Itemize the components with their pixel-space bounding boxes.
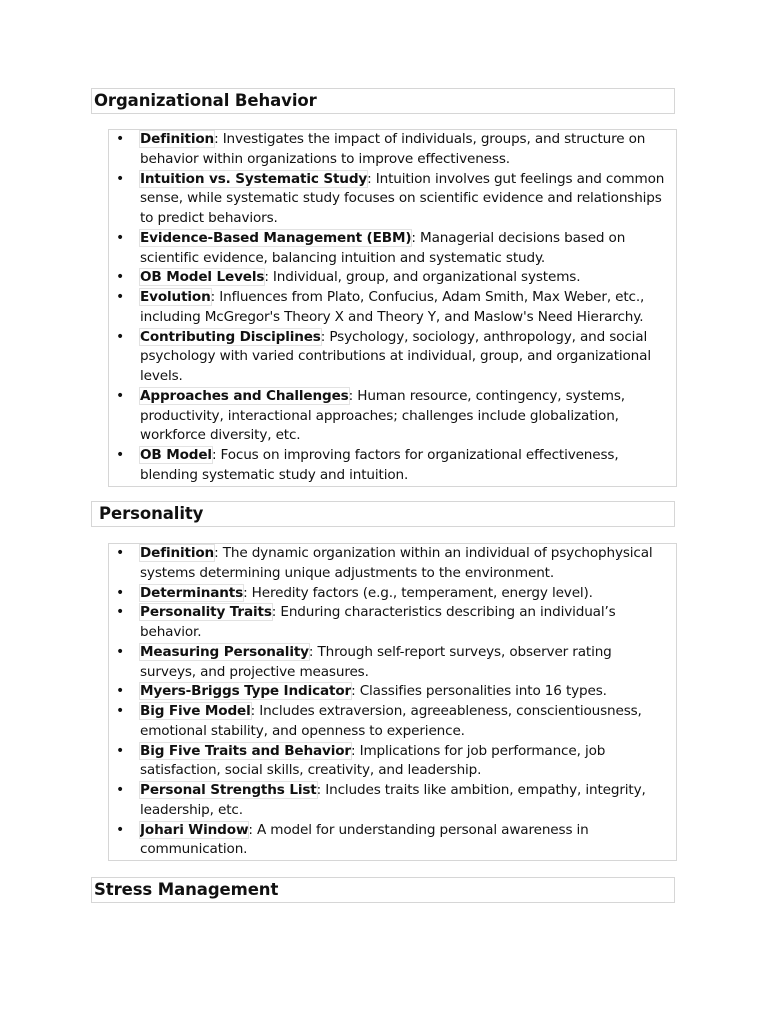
list-item-term: Approaches and Challenges xyxy=(140,387,349,404)
list-item-text: : Focus on improving factors for organizational effectiveness, blending systematic study and intuition. xyxy=(140,447,619,483)
list-item-text: : A model for understanding personal awareness in communication. xyxy=(140,821,589,858)
personality-list-box xyxy=(108,543,677,861)
list-item-text: : Psychology, sociology, anthropology, and social psychology with varied contributions at individual, group, and organizational levels. xyxy=(140,328,651,384)
list-item-text: : Through self-report surveys, observer rating surveys, and projective measures. xyxy=(140,643,612,680)
list-item-text: : Implications for job performance, job satisfaction, social skills, creativity, and leadership. xyxy=(140,742,606,779)
list-item-text: : The dynamic organization within an individual of psychophysical systems determining unique adjustments to the environment. xyxy=(140,545,653,581)
list-item-term: Evolution xyxy=(140,289,211,305)
list-item-term: OB Model xyxy=(140,447,212,463)
list-item xyxy=(140,544,670,584)
list-item-term: Determinants xyxy=(140,584,244,601)
list-item-term: Definition xyxy=(140,131,215,147)
list-item-term: Personality Traits xyxy=(140,604,272,621)
list-item-text: : Includes traits like ambition, empathy, integrity, leadership, etc. xyxy=(140,782,646,818)
list-item xyxy=(140,229,670,269)
list-item-term: Intuition vs. Systematic Study xyxy=(140,170,368,187)
list-item xyxy=(140,781,670,821)
list-item xyxy=(140,821,670,861)
list-item-term: OB Model Levels xyxy=(140,269,265,286)
list-item-term: Measuring Personality xyxy=(140,643,309,660)
list-item-text: : Influences from Plato, Confucius, Adam Smith, Max Weber, etc., including McGregor's Theory X and Theory Y, and Maslow's Need Hierarchy. xyxy=(140,289,645,325)
list-item xyxy=(140,268,670,288)
section-heading-organizational-behavior: Organizational Behavior xyxy=(91,88,675,114)
list-item-term: Big Five Traits and Behavior xyxy=(140,742,351,759)
list-item-text: : Heredity factors (e.g., temperament, energy level). xyxy=(243,584,593,601)
list-item-text: : Managerial decisions based on scientific evidence, balancing intuition and systematic study. xyxy=(140,229,626,266)
list-item-term: Myers-Briggs Type Indicator xyxy=(140,683,352,700)
list-item xyxy=(140,170,670,229)
section-heading-stress-management: Stress Management xyxy=(91,877,675,903)
list-item xyxy=(140,328,670,387)
list-item-term: Evidence-Based Management (EBM) xyxy=(140,229,412,246)
list-item-term: Johari Window xyxy=(140,821,249,838)
list-item xyxy=(140,446,670,486)
list-item xyxy=(140,603,670,643)
list-item-text: : Classifies personalities into 16 types. xyxy=(351,683,607,700)
list-item xyxy=(140,643,670,683)
list-item xyxy=(140,288,670,328)
list-item-text: : Includes extraversion, agreeableness, conscientiousness, emotional stability, and openness to experience. xyxy=(140,703,642,739)
organizational-behavior-list-box xyxy=(108,129,677,487)
list-item-text: : Intuition involves gut feelings and common sense, while systematic study focuses on scientific evidence and relationships to predict behaviors. xyxy=(140,170,665,226)
list-item-text: : Individual, group, and organizational systems. xyxy=(264,269,581,286)
list-item-text: : Human resource, contingency, systems, productivity, interactional approaches; challenges include globalization, workforce diversity, etc. xyxy=(140,387,625,444)
list-item-term: Definition xyxy=(140,545,215,561)
organizational-behavior-list xyxy=(109,130,676,486)
list-item xyxy=(140,682,670,702)
list-item xyxy=(140,702,670,742)
list-item-text: : Enduring characteristics describing an individual’s behavior. xyxy=(140,604,616,640)
list-item xyxy=(140,387,670,446)
personality-list xyxy=(109,544,676,860)
list-item xyxy=(140,742,670,782)
list-item-term: Contributing Disciplines xyxy=(140,328,321,345)
list-item-term: Big Five Model xyxy=(140,703,251,719)
list-item xyxy=(140,130,670,170)
list-item xyxy=(140,584,670,604)
list-item-term: Personal Strengths List xyxy=(140,782,317,798)
section-heading-personality: Personality xyxy=(91,501,675,527)
list-item-text: : Investigates the impact of individuals, groups, and structure on behavior within organizations to improve effectiveness. xyxy=(140,131,646,167)
